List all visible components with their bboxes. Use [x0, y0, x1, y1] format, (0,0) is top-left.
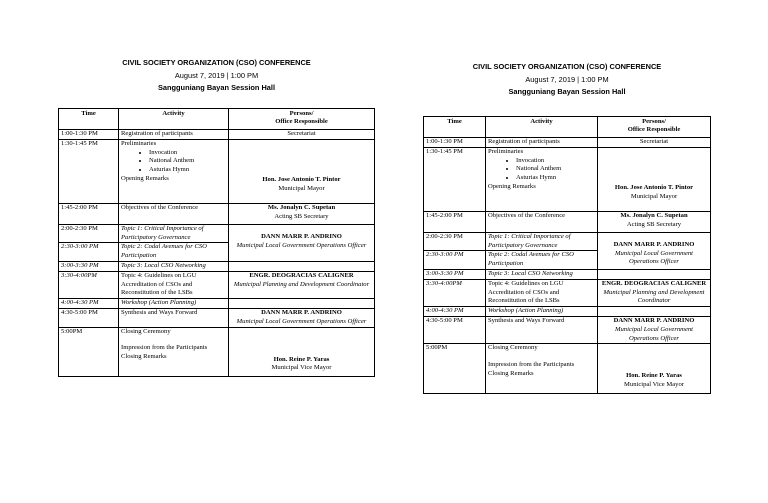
conference-venue: Sangguniang Bayan Session Hall	[508, 87, 626, 96]
list-item: • National Anthem	[516, 165, 595, 174]
person-cell: DANN MARR P. ANDRINO Municipal Local Government Operations Officer	[598, 317, 711, 344]
conference-date-time: August 7, 2019 | 1:00 PM	[525, 74, 609, 84]
person-cell: Ms. Jonalyn C. Supetan Acting SB Secretary	[598, 211, 711, 232]
time-cell: 1:30-1:45 PM	[424, 147, 486, 211]
program-table	[423, 116, 711, 394]
activity-cell: Workshop (Action Planning)	[486, 307, 598, 317]
person-cell: DANN MARR P. ANDRINO Municipal Local Government Operations Officer	[229, 309, 375, 328]
preliminaries-list	[488, 157, 595, 183]
time-cell: 3:00-3:30 PM	[424, 270, 486, 280]
person-cell	[229, 299, 375, 309]
activity-cell: Topic 2: Codal Avenues for CSO Participation	[119, 243, 229, 262]
table-row	[59, 130, 375, 140]
table-row	[424, 279, 711, 306]
activity-cell: Objectives of the Conference	[486, 211, 598, 232]
time-cell: 3:30-4:00PM	[424, 279, 486, 306]
person-cell: DANN MARR P. ANDRINO Municipal Local Government Operations Officer	[229, 224, 375, 261]
time-header: Time	[424, 116, 486, 138]
program-page-right	[423, 4, 711, 394]
program-page-left	[58, 0, 375, 377]
time-cell: 4:00-4:30 PM	[424, 307, 486, 317]
person-cell	[598, 307, 711, 317]
activity-cell: Topic 4: Guidelines on LGU Accreditation of CSOs and Reconstitution of the LSBs	[119, 271, 229, 298]
activity-cell: Preliminaries • Invocation • National Anthem • Asturias Hymn Opening Remarks	[119, 139, 229, 203]
document-header	[58, 0, 375, 95]
table-header-row	[59, 108, 375, 130]
time-cell: 2:00-2:30 PM	[59, 224, 119, 243]
time-cell: 4:30-5:00 PM	[59, 309, 119, 328]
table-row	[59, 224, 375, 243]
persons-header: Persons/ Office Responsible	[229, 108, 375, 130]
table-row	[59, 327, 375, 376]
person-cell: ENGR. DEOGRACIAS CALIGNER Municipal Planning and Development Coordinator	[229, 271, 375, 298]
person-cell: Hon. Reine P. Yaras Municipal Vice Mayor	[598, 344, 711, 393]
conference-date-time: August 7, 2019 | 1:00 PM	[174, 70, 259, 80]
time-cell: 1:45-2:00 PM	[424, 211, 486, 232]
time-cell: 2:30-3:00 PM	[424, 251, 486, 270]
activity-cell: Topic 3: Local CSO Networking	[486, 270, 598, 280]
time-cell: 3:00-3:30 PM	[59, 262, 119, 272]
time-cell: 5:00PM	[59, 327, 119, 376]
activity-cell: Preliminaries • Invocation • National Anthem • Asturias Hymn Opening Remarks	[486, 147, 598, 211]
list-item: • Asturias Hymn	[149, 166, 226, 175]
activity-cell: Topic 3: Local CSO Networking	[119, 262, 229, 272]
list-item: • Asturias Hymn	[516, 174, 595, 183]
table-row	[59, 262, 375, 272]
list-item: • Invocation	[149, 149, 226, 158]
preliminaries-list	[121, 149, 226, 175]
activity-cell: Synthesis and Ways Forward	[486, 317, 598, 344]
table-row	[59, 299, 375, 309]
table-row	[59, 271, 375, 298]
activity-cell: Topic 2: Codal Avenues for CSO Participation	[486, 251, 598, 270]
program-table	[58, 108, 375, 378]
time-cell: 4:00-4:30 PM	[59, 299, 119, 309]
activity-cell: Workshop (Action Planning)	[119, 299, 229, 309]
table-header-row	[424, 116, 711, 138]
activity-cell: Topic 1: Critical Importance of Participatory Governance	[119, 224, 229, 243]
person-cell: Secretariat	[598, 138, 711, 148]
time-cell: 2:00-2:30 PM	[424, 232, 486, 251]
activity-cell: Registration of participants	[486, 138, 598, 148]
conference-venue: Sangguniang Bayan Session Hall	[157, 83, 276, 92]
table-row	[424, 270, 711, 280]
activity-header: Activity	[486, 116, 598, 138]
activity-header: Activity	[119, 108, 229, 130]
list-item: • Invocation	[516, 157, 595, 166]
person-cell: Hon. Reine P. Yaras Municipal Vice Mayor	[229, 327, 375, 376]
activity-cell: Objectives of the Conference	[119, 203, 229, 224]
table-row	[59, 309, 375, 328]
table-row	[59, 139, 375, 203]
time-cell: 1:30-1:45 PM	[59, 139, 119, 203]
document-header	[423, 4, 711, 99]
table-row	[424, 211, 711, 232]
activity-cell: Topic 4: Guidelines on LGU Accreditation of CSOs and Reconstitution of the LSBs	[486, 279, 598, 306]
person-cell: Ms. Jonalyn C. Supetan Acting SB Secretary	[229, 203, 375, 224]
activity-cell: Closing Ceremony Impression from the Participants Closing Remarks	[119, 327, 229, 376]
table-row	[424, 138, 711, 148]
table-row	[59, 203, 375, 224]
persons-header: Persons/ Office Responsible	[598, 116, 711, 138]
person-cell: Secretariat	[229, 130, 375, 140]
person-cell: DANN MARR P. ANDRINO Municipal Local Government Operations Officer	[598, 232, 711, 269]
time-cell: 1:00-1:30 PM	[424, 138, 486, 148]
activity-cell: Synthesis and Ways Forward	[119, 309, 229, 328]
person-cell: Hon. Jose Antonio T. Pintor Municipal Mayor	[229, 139, 375, 203]
person-cell	[229, 262, 375, 272]
person-cell: ENGR. DEOGRACIAS CALIGNER Municipal Planning and Development Coordinator	[598, 279, 711, 306]
conference-title: CIVIL SOCIETY ORGANIZATION (CSO) CONFERENCE	[122, 58, 311, 67]
activity-cell: Closing Ceremony Impression from the Participants Closing Remarks	[486, 344, 598, 393]
time-cell: 4:30-5:00 PM	[424, 317, 486, 344]
person-cell	[598, 270, 711, 280]
table-row	[424, 232, 711, 251]
activity-cell: Topic 1: Critical Importance of Participatory Governance	[486, 232, 598, 251]
table-row	[424, 307, 711, 317]
table-row	[424, 344, 711, 393]
conference-title: CIVIL SOCIETY ORGANIZATION (CSO) CONFERENCE	[472, 62, 662, 71]
time-header: Time	[59, 108, 119, 130]
time-cell: 3:30-4:00PM	[59, 271, 119, 298]
table-row	[424, 147, 711, 211]
time-cell: 1:45-2:00 PM	[59, 203, 119, 224]
time-cell: 1:00-1:30 PM	[59, 130, 119, 140]
list-item: • National Anthem	[149, 157, 226, 166]
activity-cell: Registration of participants	[119, 130, 229, 140]
time-cell: 5:00PM	[424, 344, 486, 393]
table-row	[424, 317, 711, 344]
person-cell: Hon. Jose Antonio T. Pintor Municipal Mayor	[598, 147, 711, 211]
time-cell: 2:30-3:00 PM	[59, 243, 119, 262]
